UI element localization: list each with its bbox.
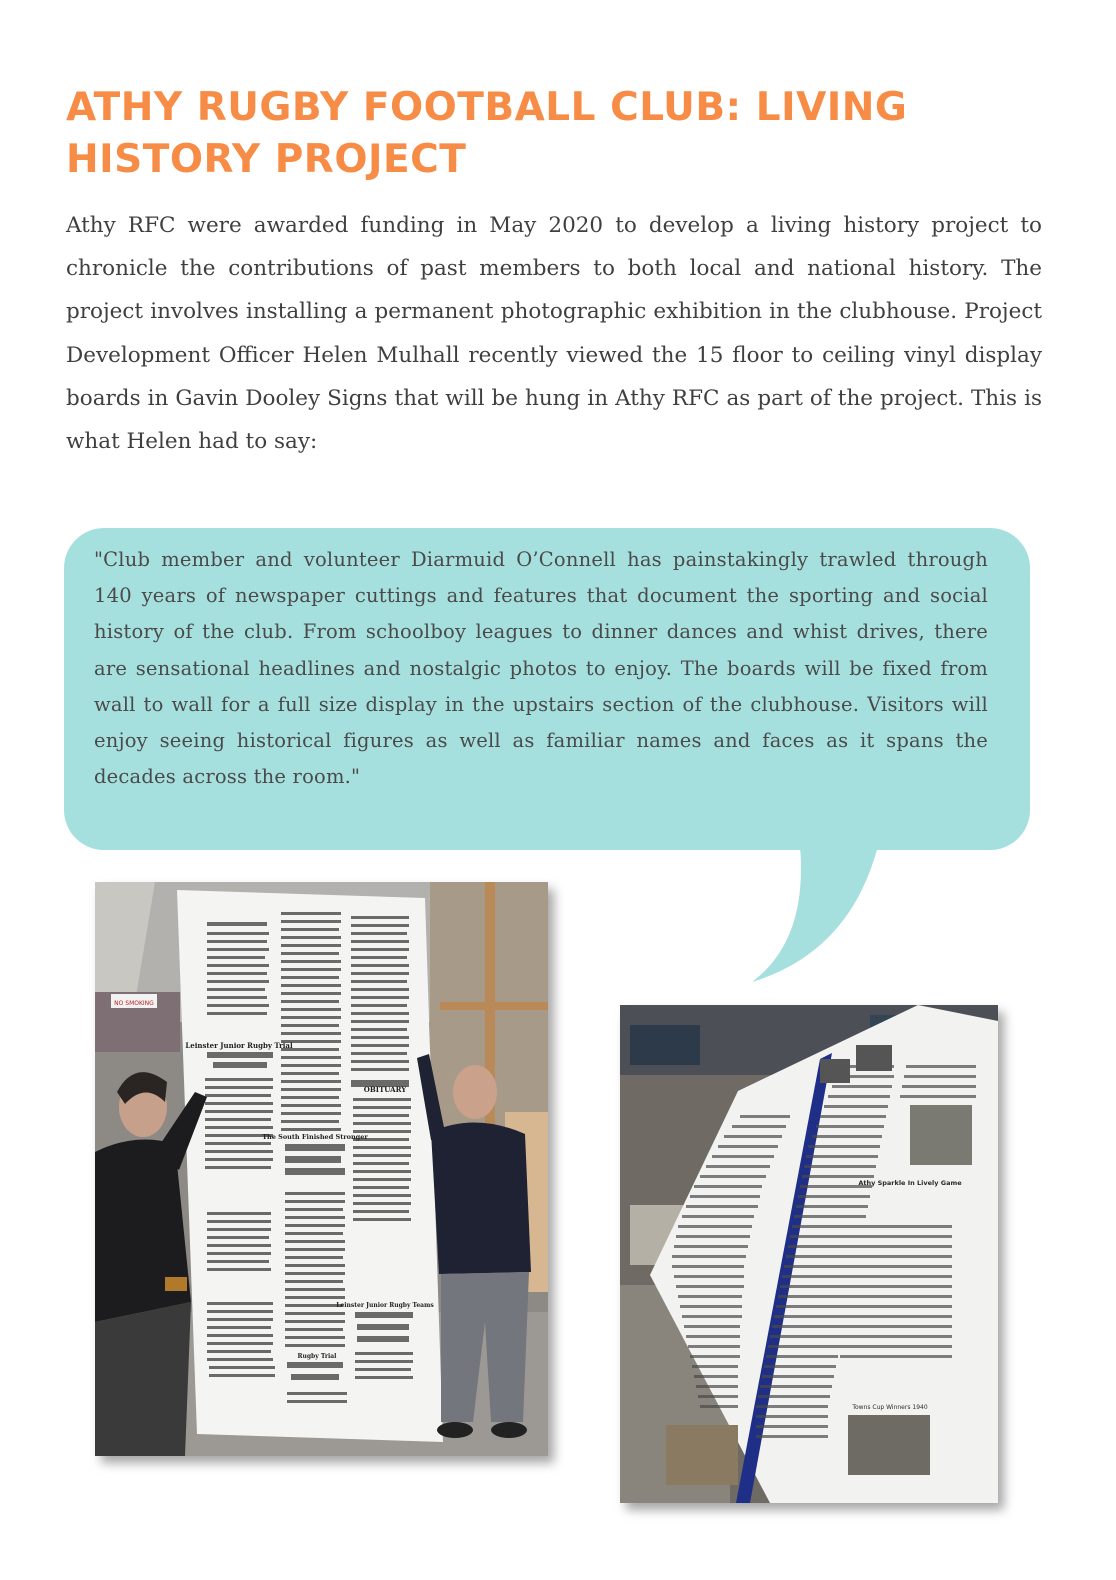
svg-text:NO SMOKING: NO SMOKING: [114, 1000, 154, 1007]
page-title: ATHY RUGBY FOOTBALL CLUB: LIVING HISTORY PROJECT: [66, 85, 908, 182]
intro-paragraph: Athy RFC were awarded funding in May 2020 to develop a living history project to chronicle the contributions of past members to both local and national history. The project involves installing a permanent photographic exhibition in the clubhouse. Project Development Officer Helen Mulhall recently viewed the 15 floor to ceiling vinyl display boards in Gavin Dooley Signs that will be hung in Athy RFC as part of the project. This is what Helen had to say:: [66, 213, 1042, 455]
helen-quote: "Club member and volunteer Diarmuid O’Connell has painstakingly trawled through 140 years of newspaper cuttings and features that document the sporting and social history of the club. From schoolboy leagues to dinner dances and whist drives, there are sensational headlines and nostalgic photos to enjoy. The boards will be fixed from wall to wall for a full size display in the upstairs section of the clubhouse. Visitors will enjoy seeing historical figures as well as familiar names and faces as it spans the decades across the room.": [94, 548, 988, 789]
headline-junior-teams: Leinster Junior Rugby Teams: [336, 1302, 434, 1309]
photo-display-board-floor: [620, 1005, 998, 1503]
photo-display-board-upright: [95, 882, 548, 1456]
headline-towns-cup: Towns Cup Winners 1940: [852, 1404, 928, 1411]
headline-athy-sparkle: Athy Sparkle In Lively Game: [858, 1179, 962, 1187]
headline-obituary: OBITUARY: [363, 1085, 407, 1094]
headline-leinster-trial: Leinster Junior Rugby Trial: [185, 1041, 293, 1050]
headline-south-stronger: The South Finished Stronger: [262, 1133, 368, 1141]
headline-rugby-trial: Rugby Trial: [297, 1353, 337, 1360]
